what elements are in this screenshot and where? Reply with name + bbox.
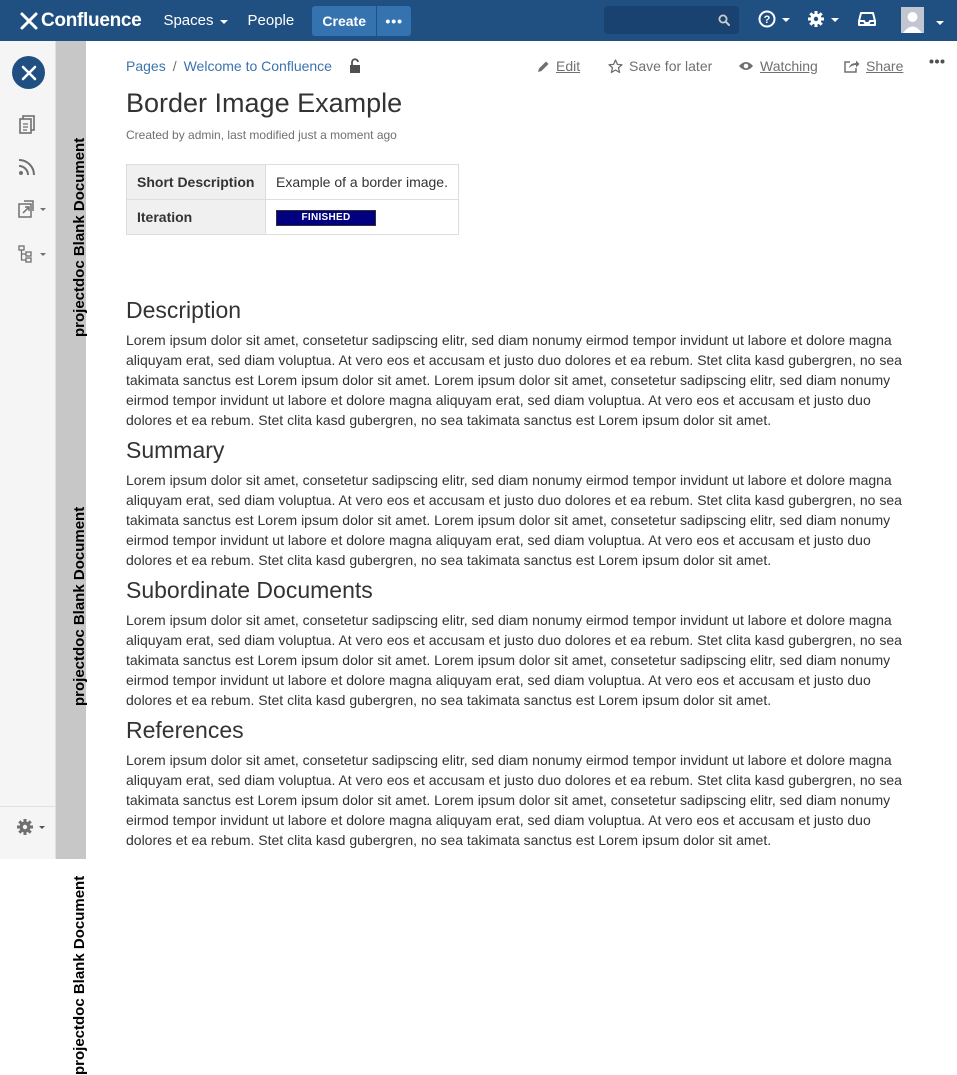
chevron-down-icon: [40, 253, 46, 256]
confluence-logo[interactable]: [20, 10, 141, 32]
section-references: [126, 716, 906, 850]
section-subordinate-documents: [126, 576, 906, 710]
spaces-label: Spaces: [163, 12, 214, 29]
save-for-later-label: Save for later: [629, 58, 713, 74]
property-value-cell: [266, 200, 459, 235]
create-more-button[interactable]: •••: [377, 6, 411, 36]
page-tree-icon: [17, 244, 35, 264]
space-shortcuts-icon: [17, 199, 35, 219]
people-label: People: [247, 12, 295, 29]
more-dots-icon: [929, 59, 945, 64]
section-text: Lorem ipsum dolor sit amet, consetetur sadipscing elitr, sed diam nonumy eirmod tempor invidunt ut labore et dolore magna aliquyam erat, sed diam voluptua. At vero eos et accusam et justo duo dolores et ea rebum. Stet clita kasd gubergren, no sea takimata sanctus est Lorem ipsum dolor sit amet. Lorem ipsum dolor sit amet, consetetur sadipscing elitr, sed diam nonumy eirmod tempor invidunt ut labore et dolore magna aliquyam erat, sed diam voluptua. At vero eos et accusam et justo duo dolores et ea rebum. Stet clita kasd gubergren, no sea takimata sanctus est Lorem ipsum dolor sit amet.: [126, 612, 902, 708]
share-button[interactable]: [844, 58, 903, 74]
page-metadata: [126, 128, 397, 142]
confluence-x-icon: [20, 12, 38, 30]
unlock-icon[interactable]: [348, 58, 362, 74]
meta-prefix: Created by: [126, 128, 185, 142]
eye-icon: [738, 60, 754, 72]
chevron-down-icon: [40, 208, 46, 211]
gear-icon: [16, 818, 34, 836]
sidebar-item-blog[interactable]: [17, 157, 37, 177]
top-navigation-bar: [0, 0, 957, 41]
border-label-top: projectdoc Blank Document: [71, 137, 88, 337]
edit-label: Edit: [556, 58, 581, 74]
sidebar-item-page-tree[interactable]: [17, 244, 46, 264]
space-settings-button[interactable]: [16, 818, 45, 836]
gear-icon: [807, 10, 825, 28]
iteration-status-badge: FINISHED: [276, 210, 376, 226]
search-input[interactable]: [604, 6, 739, 34]
edit-button[interactable]: [537, 58, 580, 74]
section-heading: Subordinate Documents: [126, 577, 373, 603]
meta-mid: , last modified: [220, 128, 295, 142]
watching-label: Watching: [760, 58, 818, 74]
section-heading: References: [126, 717, 244, 743]
pages-icon: [17, 114, 37, 134]
meta-author[interactable]: admin: [188, 128, 221, 142]
svg-text:?: ?: [763, 14, 771, 26]
more-actions-button[interactable]: [929, 59, 951, 64]
property-label: Short Description: [127, 165, 266, 200]
border-label-middle: projectdoc Blank Document: [71, 506, 88, 706]
confluence-logo-text: Confluence: [41, 9, 142, 31]
breadcrumb-separator: /: [172, 58, 177, 74]
property-value: Example of a border image.: [266, 165, 459, 200]
pencil-icon: [537, 60, 550, 73]
space-sidebar: [0, 41, 56, 859]
breadcrumb-welcome[interactable]: Welcome to Confluence: [183, 58, 332, 74]
section-summary: [126, 436, 906, 570]
share-icon: [844, 59, 860, 73]
blog-feed-icon: [17, 157, 37, 177]
help-menu[interactable]: [758, 10, 790, 28]
border-label-bottom: projectdoc Blank Document: [71, 875, 88, 1075]
people-link[interactable]: [248, 12, 295, 29]
section-heading: Description: [126, 297, 242, 323]
inbox-icon: [858, 11, 876, 27]
page-title: Border Image Example: [126, 88, 403, 118]
settings-menu[interactable]: [807, 10, 839, 28]
breadcrumb-pages[interactable]: Pages: [126, 58, 166, 74]
section-text: Lorem ipsum dolor sit amet, consetetur sadipscing elitr, sed diam nonumy eirmod tempor invidunt ut labore et dolore magna aliquyam erat, sed diam voluptua. At vero eos et accusam et justo duo dolores et ea rebum. Stet clita kasd gubergren, no sea takimata sanctus est Lorem ipsum dolor sit amet. Lorem ipsum dolor sit amet, consetetur sadipscing elitr, sed diam nonumy eirmod tempor invidunt ut labore et dolore magna aliquyam erat, sed diam voluptua. At vero eos et accusam et justo duo dolores et ea rebum. Stet clita kasd gubergren, no sea takimata sanctus est Lorem ipsum dolor sit amet.: [126, 752, 902, 848]
meta-when[interactable]: just a moment ago: [298, 128, 397, 142]
star-icon: [608, 59, 623, 74]
user-icon: [901, 7, 924, 33]
watching-button[interactable]: [738, 58, 818, 74]
section-text: Lorem ipsum dolor sit amet, consetetur sadipscing elitr, sed diam nonumy eirmod tempor invidunt ut labore et dolore magna aliquyam erat, sed diam voluptua. At vero eos et accusam et justo duo dolores et ea rebum. Stet clita kasd gubergren, no sea takimata sanctus est Lorem ipsum dolor sit amet. Lorem ipsum dolor sit amet, consetetur sadipscing elitr, sed diam nonumy eirmod tempor invidunt ut labore et dolore magna aliquyam erat, sed diam voluptua. At vero eos et accusam et justo duo dolores et ea rebum. Stet clita kasd gubergren, no sea takimata sanctus est Lorem ipsum dolor sit amet.: [126, 332, 902, 428]
table-row: [127, 200, 459, 235]
breadcrumb: [126, 58, 362, 74]
chevron-down-icon: [831, 18, 839, 22]
chevron-down-icon: [39, 826, 45, 829]
notifications-button[interactable]: [858, 11, 876, 27]
spaces-menu[interactable]: [163, 12, 227, 29]
section-text: Lorem ipsum dolor sit amet, consetetur sadipscing elitr, sed diam nonumy eirmod tempor invidunt ut labore et dolore magna aliquyam erat, sed diam voluptua. At vero eos et accusam et justo duo dolores et ea rebum. Stet clita kasd gubergren, no sea takimata sanctus est Lorem ipsum dolor sit amet. Lorem ipsum dolor sit amet, consetetur sadipscing elitr, sed diam nonumy eirmod tempor invidunt ut labore et dolore magna aliquyam erat, sed diam voluptua. At vero eos et accusam et justo duo dolores et ea rebum. Stet clita kasd gubergren, no sea takimata sanctus est Lorem ipsum dolor sit amet.: [126, 472, 902, 568]
document-properties-table: [126, 164, 459, 235]
chevron-down-icon: [220, 20, 228, 24]
user-avatar[interactable]: [901, 7, 924, 33]
table-row: [127, 165, 459, 200]
section-description: [126, 296, 906, 430]
space-logo[interactable]: [12, 56, 45, 89]
save-for-later-button[interactable]: [608, 58, 712, 74]
section-heading: Summary: [126, 437, 225, 463]
confluence-x-icon: [20, 64, 38, 82]
share-label: Share: [866, 58, 904, 74]
border-image-strip: [56, 41, 88, 1075]
search-icon: [718, 14, 730, 26]
sidebar-item-pages[interactable]: [17, 114, 37, 134]
help-icon: [758, 10, 776, 28]
sidebar-divider: [0, 806, 56, 807]
property-label: Iteration: [127, 200, 266, 235]
chevron-down-icon: [782, 18, 790, 22]
create-button[interactable]: Create: [312, 6, 376, 36]
chevron-down-icon[interactable]: [936, 21, 944, 25]
sidebar-item-shortcuts[interactable]: [17, 199, 46, 219]
